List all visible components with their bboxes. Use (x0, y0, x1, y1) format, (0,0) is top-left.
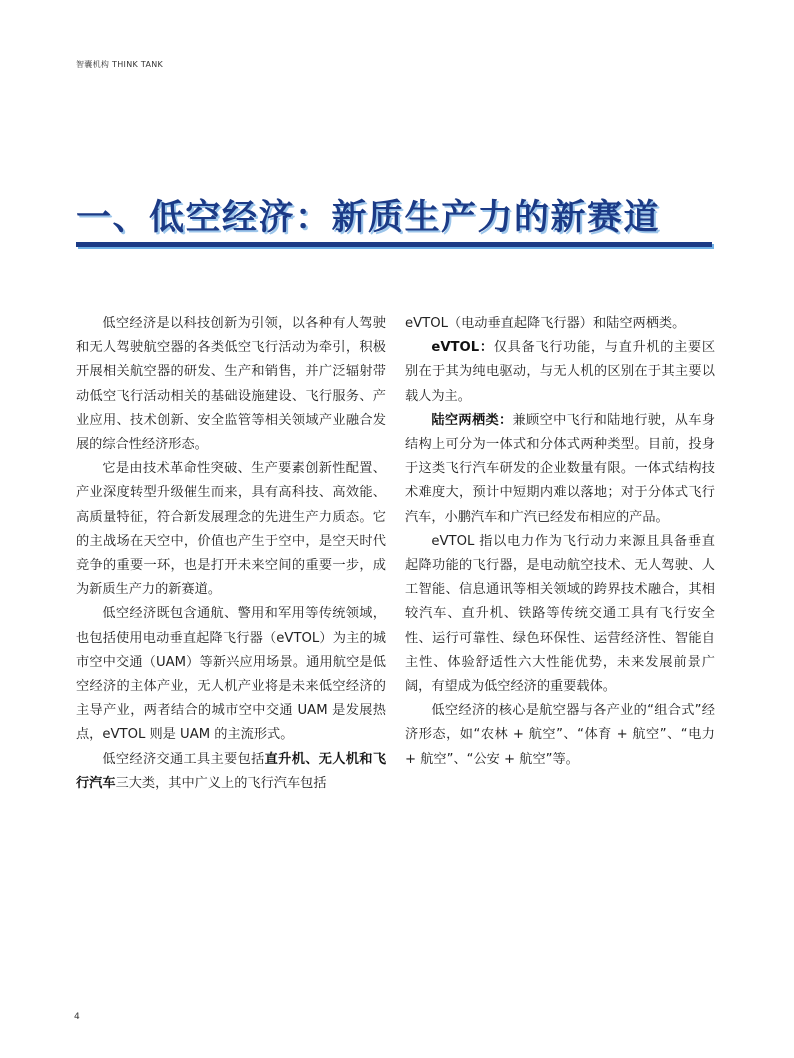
right-paragraph-0: eVTOL（电动垂直起降飞行器）和陆空两栖类。 (405, 316, 686, 331)
left-paragraph-3: 低空经济既包含通航、警用和军用等传统领域，也包括使用电动垂直起降飞行器（eVTOL）为主的城市空中交通（UAM）等新兴应用场景。通用航空是低空经济的主体产业，无人机产业将是未来低空经济的主导产业，两者结合的城市空中交通 UAM 是发展热点，eVTOL 则是 UAM 的主流形式。 (76, 606, 386, 743)
title-underline (76, 242, 712, 247)
left-p4-bold: 直升机、无人机和飞行汽车 (76, 751, 387, 791)
page-header: 智囊机构 THINK TANK (76, 60, 164, 69)
right-paragraph-4: 低空经济的核心是航空器与各产业的“组合式”经济形态，如“农林 + 航空”、“体育 + 航空”、“电力 + 航空”、“公安 + 航空”等。 (405, 703, 715, 767)
right-p2-bold: 陆空两栖类： (431, 412, 513, 428)
right-column (405, 312, 715, 772)
left-p4-post: 三大类，其中广义上的飞行汽车包括 (115, 775, 327, 791)
left-paragraph-2: 它是由技术革命性突破、生产要素创新性配置、产业深度转型升级催生而来，具有高科技、高效能、高质量特征，符合新发展理念的先进生产力质态。它的主战场在天空中，价值也产生于空中，是空天时代竞争的重要一环，也是打开未来空间的重要一步，成为新质生产力的新赛道。 (76, 461, 386, 598)
left-paragraph-4 (76, 748, 386, 796)
right-paragraph-2 (405, 409, 715, 530)
page-number: 4 (74, 1012, 80, 1022)
right-p2-text: 兼顾空中飞行和陆地行驶，从车身结构上可分为一体式和分体式两种类型。目前，投身于这类飞行汽车研发的企业数量有限。一体式结构技术难度大，预计中短期内难以落地；对于分体式飞行汽车，小鹏汽车和广汽已经发布相应的产品。 (405, 412, 716, 525)
right-p1-text: 仅具备飞行功能，与直升机的主要区别在于其为纯电驱动，与无人机的区别在于其主要以载人为主。 (405, 340, 716, 404)
left-paragraph-1: 低空经济是以科技创新为引领，以各种有人驾驶和无人驾驶航空器的各类低空飞行活动为牵引，积极开展相关航空器的研发、生产和销售，并广泛辐射带动低空飞行活动相关的基础设施建设、飞行服务、产业应用、技术创新、安全监管等相关领域产业融合发展的综合性经济形态。 (76, 316, 386, 453)
right-paragraph-3: eVTOL 指以电力作为飞行动力来源且具备垂直起降功能的飞行器，是电动航空技术、无人驾驶、人工智能、信息通讯等相关领域的跨界技术融合，其相较汽车、直升机、铁路等传统交通工具有飞行安全性、运行可靠性、绿色环保性、运营经济性、智能自主性、体验舒适性六大性能优势，未来发展前景广阔，有望成为低空经济的重要载体。 (405, 533, 715, 695)
section-title: 一、低空经济：新质生产力的新赛道 (76, 198, 661, 238)
left-p4-pre: 低空经济交通工具主要包括 (102, 751, 265, 767)
left-column (76, 312, 386, 796)
right-p1-bold: eVTOL： (431, 340, 494, 356)
section-title-block (76, 196, 716, 252)
right-paragraph-1 (405, 336, 715, 409)
